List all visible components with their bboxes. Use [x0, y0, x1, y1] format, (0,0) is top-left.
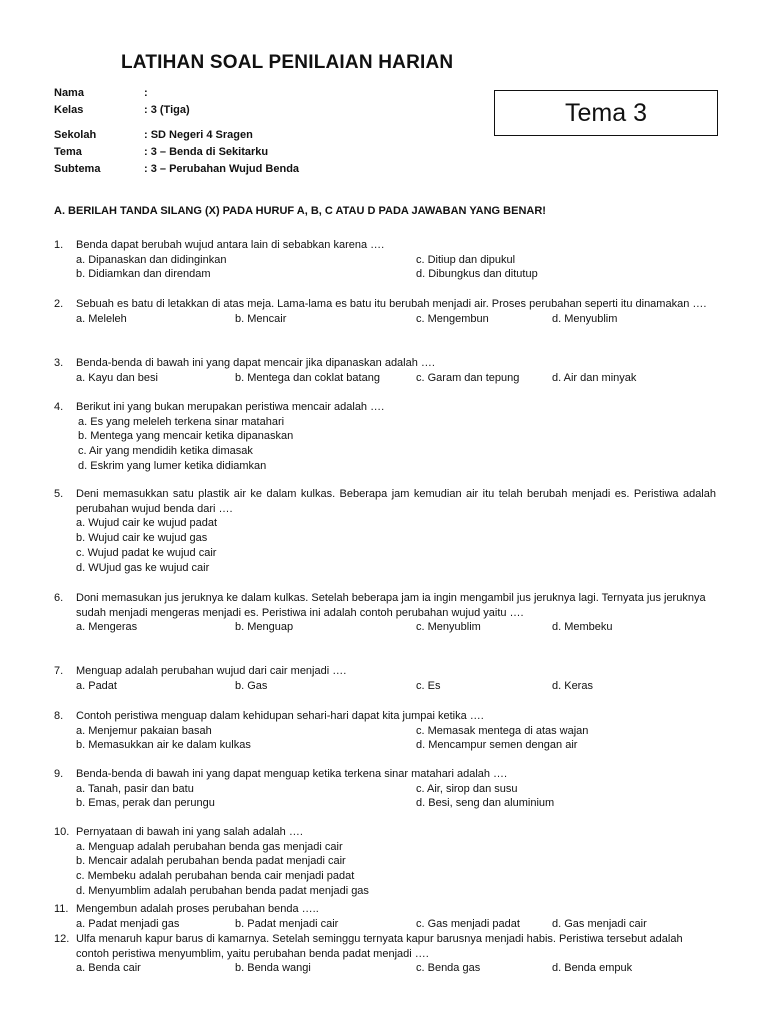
option-b: b. Menguap [235, 621, 294, 634]
info-label: Subtema [54, 163, 101, 175]
info-nama [54, 87, 148, 99]
question-5 [54, 487, 716, 575]
question-stem: Sebuah es batu di letakkan di atas meja. Lama-lama es batu itu berubah menjadi air. Proses perubahan seperti itu dinamakan …. [76, 298, 707, 310]
option-d: d. Dibungkus dan ditutup [416, 268, 538, 281]
question-1 [54, 238, 716, 282]
info-value: : 3 (Tiga) [144, 104, 190, 116]
question-7 [54, 664, 716, 693]
option-c: c. Air, sirop dan susu [416, 782, 518, 795]
option-d: d. Gas menjadi cair [552, 917, 647, 930]
question-number: 4. [54, 401, 64, 413]
option-a: a. Meleleh [76, 312, 127, 325]
info-label: Nama [54, 87, 84, 99]
option-c: c. Mengembun [416, 312, 489, 325]
option-b: b. Emas, perak dan perungu [76, 797, 215, 810]
question-number: 1. [54, 239, 64, 251]
info-value: : SD Negeri 4 Sragen [144, 129, 253, 141]
option-d: d. Membeku [552, 621, 613, 634]
option-a: a. Mengeras [76, 621, 138, 634]
question-number: 9. [54, 768, 64, 780]
option-a: a. Menguap adalah perubahan benda gas menjadi cair [76, 840, 343, 853]
question-stem: Deni memasukkan satu plastik air ke dalam kulkas. Beberapa jam kemudian air itu telah berubah menjadi es. Peristiwa adalah perubahan wujud benda dari …. [76, 488, 716, 515]
info-kelas [54, 104, 190, 116]
question-stem: Doni memasukan jus jeruknya ke dalam kulkas. Setelah beberapa jam ia ingin mengambil jus jeruknya lagi. Ternyata jus jeruknya sudah menjadi mengeras menjadi es. Peristiwa ini adalah contoh perubahan wujud yaitu …. [76, 592, 706, 619]
question-stem: Berikut ini yang bukan merupakan peristiwa mencair adalah …. [76, 401, 385, 413]
option-b: b. Mentega yang mencair ketika dipanaskan [78, 430, 294, 443]
info-label: Sekolah [54, 129, 97, 141]
info-label: Tema [54, 146, 82, 158]
option-d: d. Eskrim yang lumer ketika didiamkan [78, 459, 267, 472]
question-number: 11. [54, 903, 69, 915]
option-b: b. Wujud cair ke wujud gas [76, 532, 208, 545]
question-stem: Benda-benda di bawah ini yang dapat menguap ketika terkena sinar matahari adalah …. [76, 768, 508, 780]
option-a: a. Tanah, pasir dan batu [76, 782, 194, 795]
option-b: b. Mencair [235, 312, 287, 325]
option-c: c. Memasak mentega di atas wajan [416, 724, 589, 737]
option-a: a. Es yang meleleh terkena sinar matahari [78, 415, 285, 428]
question-6 [54, 591, 716, 635]
question-stem: Benda dapat berubah wujud antara lain di sebabkan karena …. [76, 239, 385, 251]
option-b: b. Mencair adalah perubahan benda padat menjadi cair [76, 855, 346, 868]
question-number: 12. [54, 933, 70, 945]
option-a: a. Dipanaskan dan didinginkan [76, 253, 227, 266]
question-stem: Mengembun adalah proses perubahan benda ….. [76, 903, 319, 915]
option-a: a. Padat [76, 679, 117, 692]
option-b: b. Gas [235, 679, 268, 692]
option-d: d. Menyublim [552, 312, 618, 325]
question-stem: Pernyataan di bawah ini yang salah adalah …. [76, 826, 303, 838]
option-a: a. Kayu dan besi [76, 371, 158, 384]
option-d: d. Benda empuk [552, 962, 633, 975]
question-number: 10. [54, 826, 70, 838]
question-number: 2. [54, 298, 64, 310]
question-stem: Contoh peristiwa menguap dalam kehidupan sehari-hari dapat kita jumpai ketika …. [76, 710, 484, 722]
option-a: a. Benda cair [76, 962, 141, 975]
option-c: c. Es [416, 679, 441, 692]
option-a: a. Wujud cair ke wujud padat [76, 517, 218, 530]
option-d: d. WUjud gas ke wujud cair [76, 561, 210, 574]
page-title: LATIHAN SOAL PENILAIAN HARIAN [121, 52, 454, 73]
option-b: b. Didiamkan dan direndam [76, 268, 211, 281]
info-value: : 3 – Perubahan Wujud Benda [144, 163, 300, 175]
option-b: b. Benda wangi [235, 962, 311, 975]
info-value: : [144, 87, 148, 99]
question-number: 5. [54, 488, 64, 500]
option-a: a. Padat menjadi gas [76, 917, 180, 930]
question-stem: Benda-benda di bawah ini yang dapat mencair jika dipanaskan adalah …. [76, 357, 435, 369]
question-stem: Menguap adalah perubahan wujud dari cair menjadi …. [76, 665, 347, 677]
option-a: a. Menjemur pakaian basah [76, 724, 212, 737]
option-d: d. Menyumblim adalah perubahan benda padat menjadi gas [76, 884, 369, 897]
option-b: b. Padat menjadi cair [235, 917, 339, 930]
question-number: 6. [54, 592, 64, 604]
option-c: c. Wujud padat ke wujud cair [76, 546, 217, 559]
option-c: c. Air yang mendidih ketika dimasak [78, 445, 253, 458]
option-d: d. Air dan minyak [552, 371, 637, 384]
info-label: Kelas [54, 104, 84, 116]
option-c: c. Garam dan tepung [416, 371, 520, 384]
instruction: A. BERILAH TANDA SILANG (X) PADA HURUF A, B, C ATAU D PADA JAWABAN YANG BENAR! [54, 205, 546, 217]
question-12 [54, 932, 716, 976]
option-c: c. Menyublim [416, 621, 481, 634]
option-c: c. Membeku adalah perubahan benda cair menjadi padat [76, 870, 355, 883]
question-number: 3. [54, 357, 64, 369]
option-c: c. Benda gas [416, 962, 481, 975]
question-3 [54, 356, 716, 385]
option-b: b. Mentega dan coklat batang [235, 371, 380, 384]
info-subtema [54, 163, 299, 175]
question-number: 8. [54, 710, 64, 722]
question-11 [54, 902, 716, 931]
option-d: d. Besi, seng dan aluminium [416, 797, 555, 810]
question-2 [54, 297, 716, 326]
option-d: d. Mencampur semen dengan air [416, 739, 578, 752]
tema-box: Tema 3 [494, 90, 718, 136]
question-4 [54, 400, 716, 474]
question-number: 7. [54, 665, 64, 677]
info-value: : 3 – Benda di Sekitarku [144, 146, 269, 158]
info-sekolah [54, 129, 253, 141]
question-9 [54, 767, 716, 811]
option-b: b. Memasukkan air ke dalam kulkas [76, 739, 251, 752]
info-tema [54, 146, 268, 158]
option-d: d. Keras [552, 679, 593, 692]
question-8 [54, 709, 716, 753]
question-10 [54, 825, 716, 899]
option-c: c. Ditiup dan dipukul [416, 253, 516, 266]
option-c: c. Gas menjadi padat [416, 917, 520, 930]
question-stem: Ulfa menaruh kapur barus di kamarnya. Setelah seminggu ternyata kapur barusnya menjadi habis. Peristiwa tersebut adalah contoh peristiwa menyumblim, yaitu perubahan benda padat menjadi …. [76, 933, 683, 960]
